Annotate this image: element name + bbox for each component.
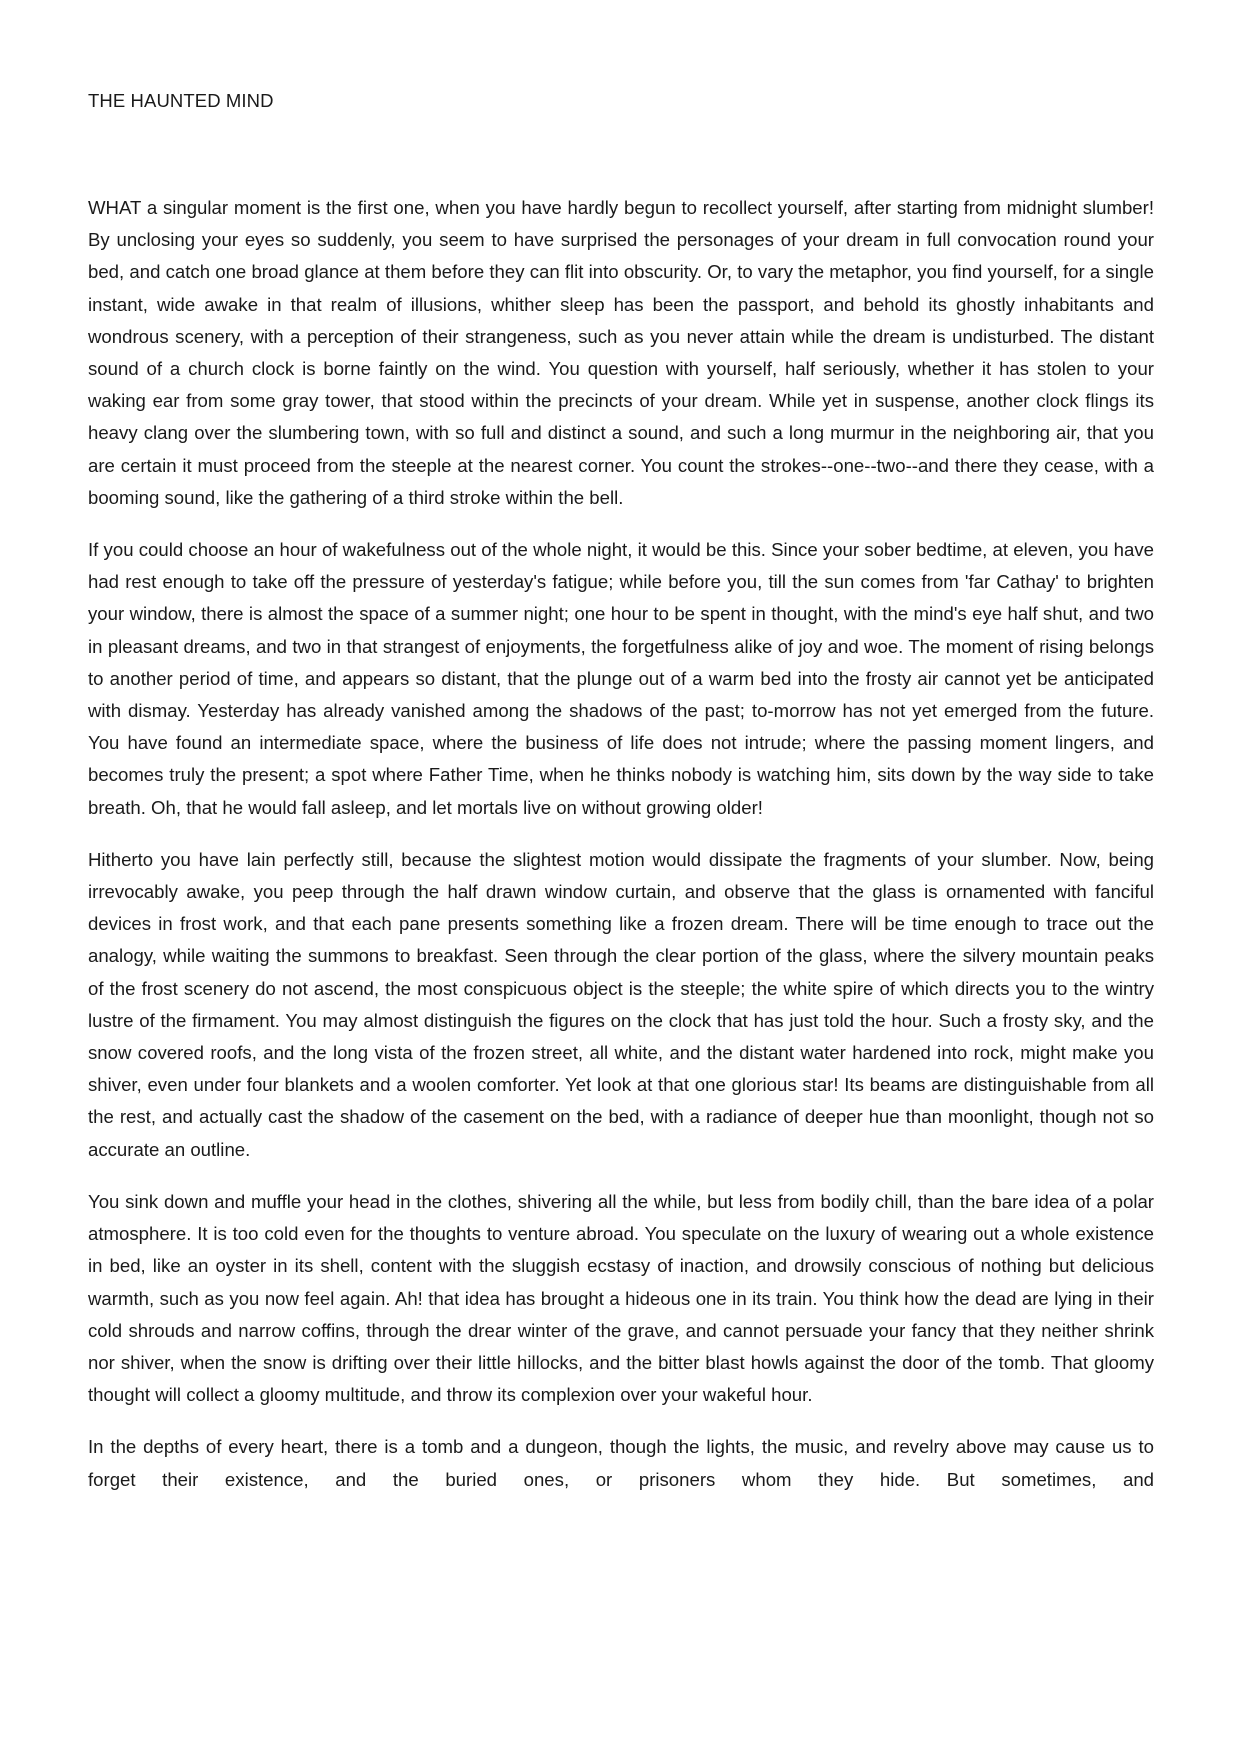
paragraph-3: Hitherto you have lain perfectly still, because the slightest motion would dissipate the fragments of your slumber. Now, being irrevocably awake, you peep through the half drawn window curtain, and observe that the glass is ornamented with fanciful devices in frost work, and that each pane presents something like a frozen dream. There will be time enough to trace out the analogy, while waiting the summons to breakfast. Seen through the clear portion of the glass, where the silvery mountain peaks of the frost scenery do not ascend, the most conspicuous object is the steeple; the white spire of which directs you to the wintry lustre of the firmament. You may almost distinguish the figures on the clock that has just told the hour. Such a frosty sky, and the snow covered roofs, and the long vista of the frozen street, all white, and the distant water hardened into rock, might make you shiver, even under four blankets and a woolen comforter. Yet look at that one glorious star! Its beams are distinguishable from all the rest, and actually cast the shadow of the casement on the bed, with a radiance of deeper hue than moonlight, though not so accurate an outline. [88, 848, 1154, 1160]
paragraph-5: In the depths of every heart, there is a tomb and a dungeon, though the lights, the music, and revelry above may cause us to forget their existence, and the buried ones, or prisoners whom they hide. But sometimes, and [88, 1436, 1154, 1490]
document-title: THE HAUNTED MIND [88, 90, 274, 111]
document-body [88, 192, 1154, 1516]
paragraph-4: You sink down and muffle your head in the clothes, shivering all the while, but less from bodily chill, than the bare idea of a polar atmosphere. It is too cold even for the thoughts to venture abroad. You speculate on the luxury of wearing out a whole existence in bed, like an oyster in its shell, content with the sluggish ecstasy of inaction, and drowsily conscious of nothing but delicious warmth, such as you now feel again. Ah! that idea has brought a hideous one in its train. You think how the dead are lying in their cold shrouds and narrow coffins, through the drear winter of the grave, and cannot persuade your fancy that they neither shrink nor shiver, when the snow is drifting over their little hillocks, and the bitter blast howls against the door of the tomb. That gloomy thought will collect a gloomy multitude, and throw its complexion over your wakeful hour. [88, 1190, 1154, 1406]
paragraph-1: WHAT a singular moment is the first one, when you have hardly begun to recollect yourself, after starting from midnight slumber! By unclosing your eyes so suddenly, you seem to have surprised the personages of your dream in full convocation round your bed, and catch one broad glance at them before they can flit into obscurity. Or, to vary the metaphor, you find yourself, for a single instant, wide awake in that realm of illusions, whither sleep has been the passport, and behold its ghostly inhabitants and wondrous scenery, with a perception of their strangeness, such as you never attain while the dream is undisturbed. The distant sound of a church clock is borne faintly on the wind. You question with yourself, half seriously, whether it has stolen to your waking ear from some gray tower, that stood within the precincts of your dream. While yet in suspense, another clock flings its heavy clang over the slumbering town, with so full and distinct a sound, and such a long murmur in the neighboring air, that you are certain it must proceed from the steeple at the nearest corner. You count the strokes--one--two--and there they cease, with a booming sound, like the gathering of a third stroke within the bell. [88, 197, 1154, 508]
paragraph-2: If you could choose an hour of wakefulness out of the whole night, it would be this. Since your sober bedtime, at eleven, you have had rest enough to take off the pressure of yesterday's fatigue; while before you, till the sun comes from 'far Cathay' to brighten your window, there is almost the space of a summer night; one hour to be spent in thought, with the mind's eye half shut, and two in pleasant dreams, and two in that strangest of enjoyments, the forgetfulness alike of joy and woe. The moment of rising belongs to another period of time, and appears so distant, that the plunge out of a warm bed into the frosty air cannot yet be anticipated with dismay. Yesterday has already vanished among the shadows of the past; to-morrow has not yet emerged from the future. You have found an intermediate space, where the business of life does not intrude; where the passing moment lingers, and becomes truly the present; a spot where Father Time, when he thinks nobody is watching him, sits down by the way side to take breath. Oh, that he would fall asleep, and let mortals live on without growing older! [88, 539, 1154, 818]
